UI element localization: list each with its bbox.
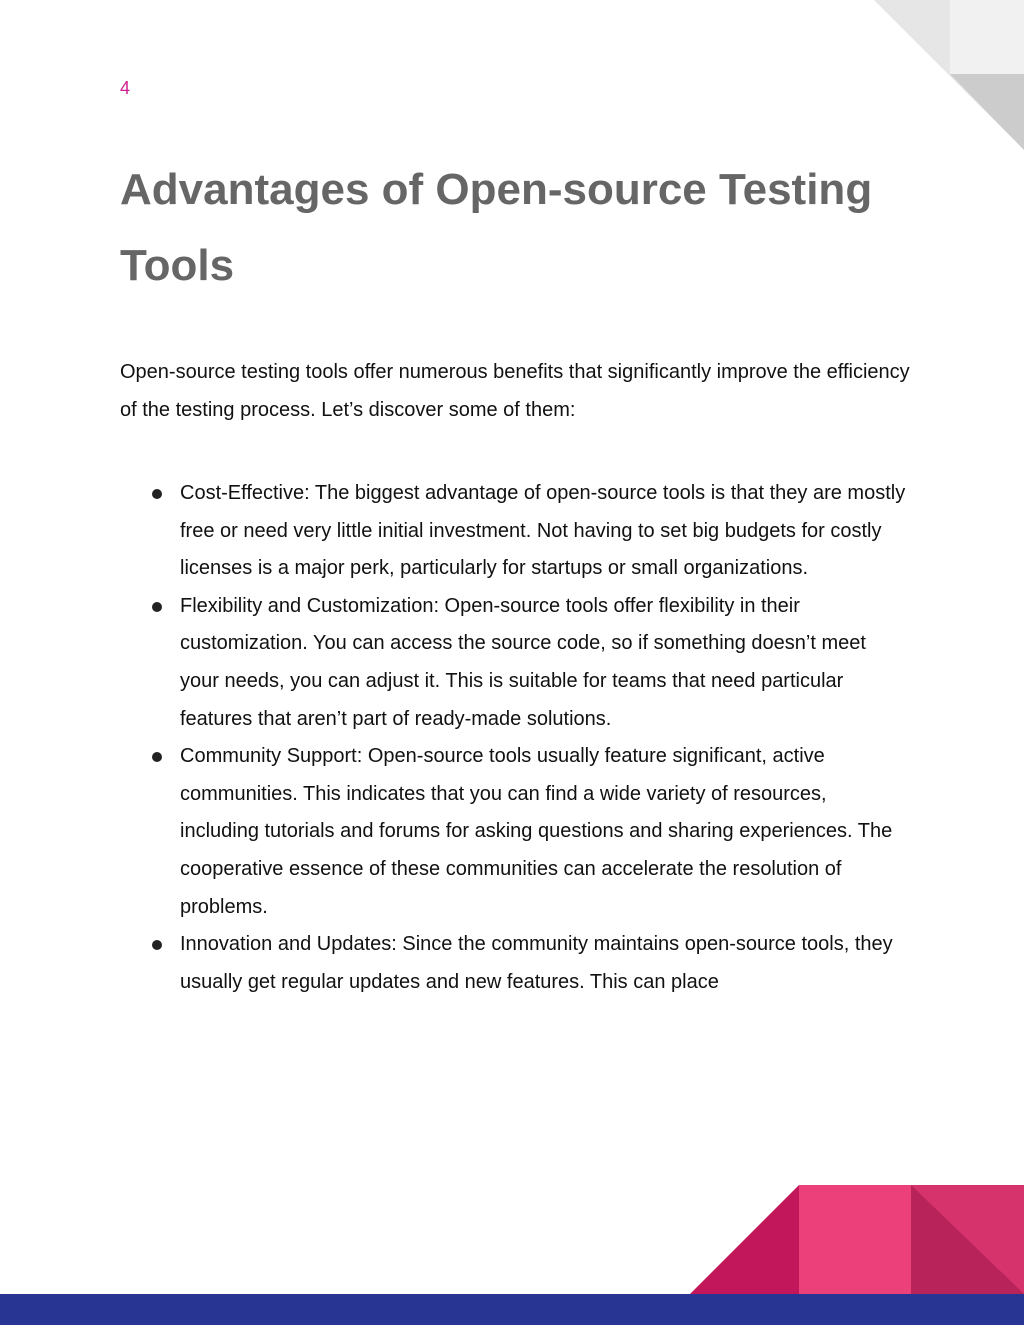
advantages-list (120, 475, 910, 1001)
page-number: 4 (120, 78, 131, 98)
list-item-text: Innovation and Updates: Since the community maintains open-source tools, they usually get regular updates and new features. This can place (180, 933, 893, 993)
bullet-icon (152, 602, 162, 612)
list-item (120, 738, 910, 926)
list-item (120, 588, 910, 738)
list-item-text: Cost-Effective: The biggest advantage of open-source tools is that they are mostly free or need very little initial investment. Not having to set big budgets for costly licenses is a major perk, particularly for startups or small organizations. (180, 482, 906, 580)
intro-paragraph: Open-source testing tools offer numerous benefits that significantly improve the efficiency of the testing process. Let’s discover some of them: (120, 361, 910, 421)
bullet-icon (152, 752, 162, 762)
list-item-text: Community Support: Open-source tools usually feature significant, active communities. This indicates that you can find a wide variety of resources, including tutorials and forums for asking questions and sharing experiences. The cooperative essence of these communities can accelerate the resolution of problems. (180, 745, 893, 918)
list-item-text: Flexibility and Customization: Open-source tools offer flexibility in their customization. You can access the source code, so if something doesn’t meet your needs, you can adjust it. This is suitable for teams that need particular features that aren’t part of ready-made solutions. (180, 594, 866, 730)
list-item (120, 926, 910, 1001)
list-item (120, 475, 910, 588)
bullet-icon (152, 489, 162, 499)
bullet-icon (152, 940, 162, 950)
bottom-corner-decoration (690, 1185, 1024, 1294)
top-corner-decoration (874, 0, 1024, 150)
bottom-bar (0, 1294, 1024, 1325)
page-title: Advantages of Open-source Testing Tools (120, 165, 873, 290)
